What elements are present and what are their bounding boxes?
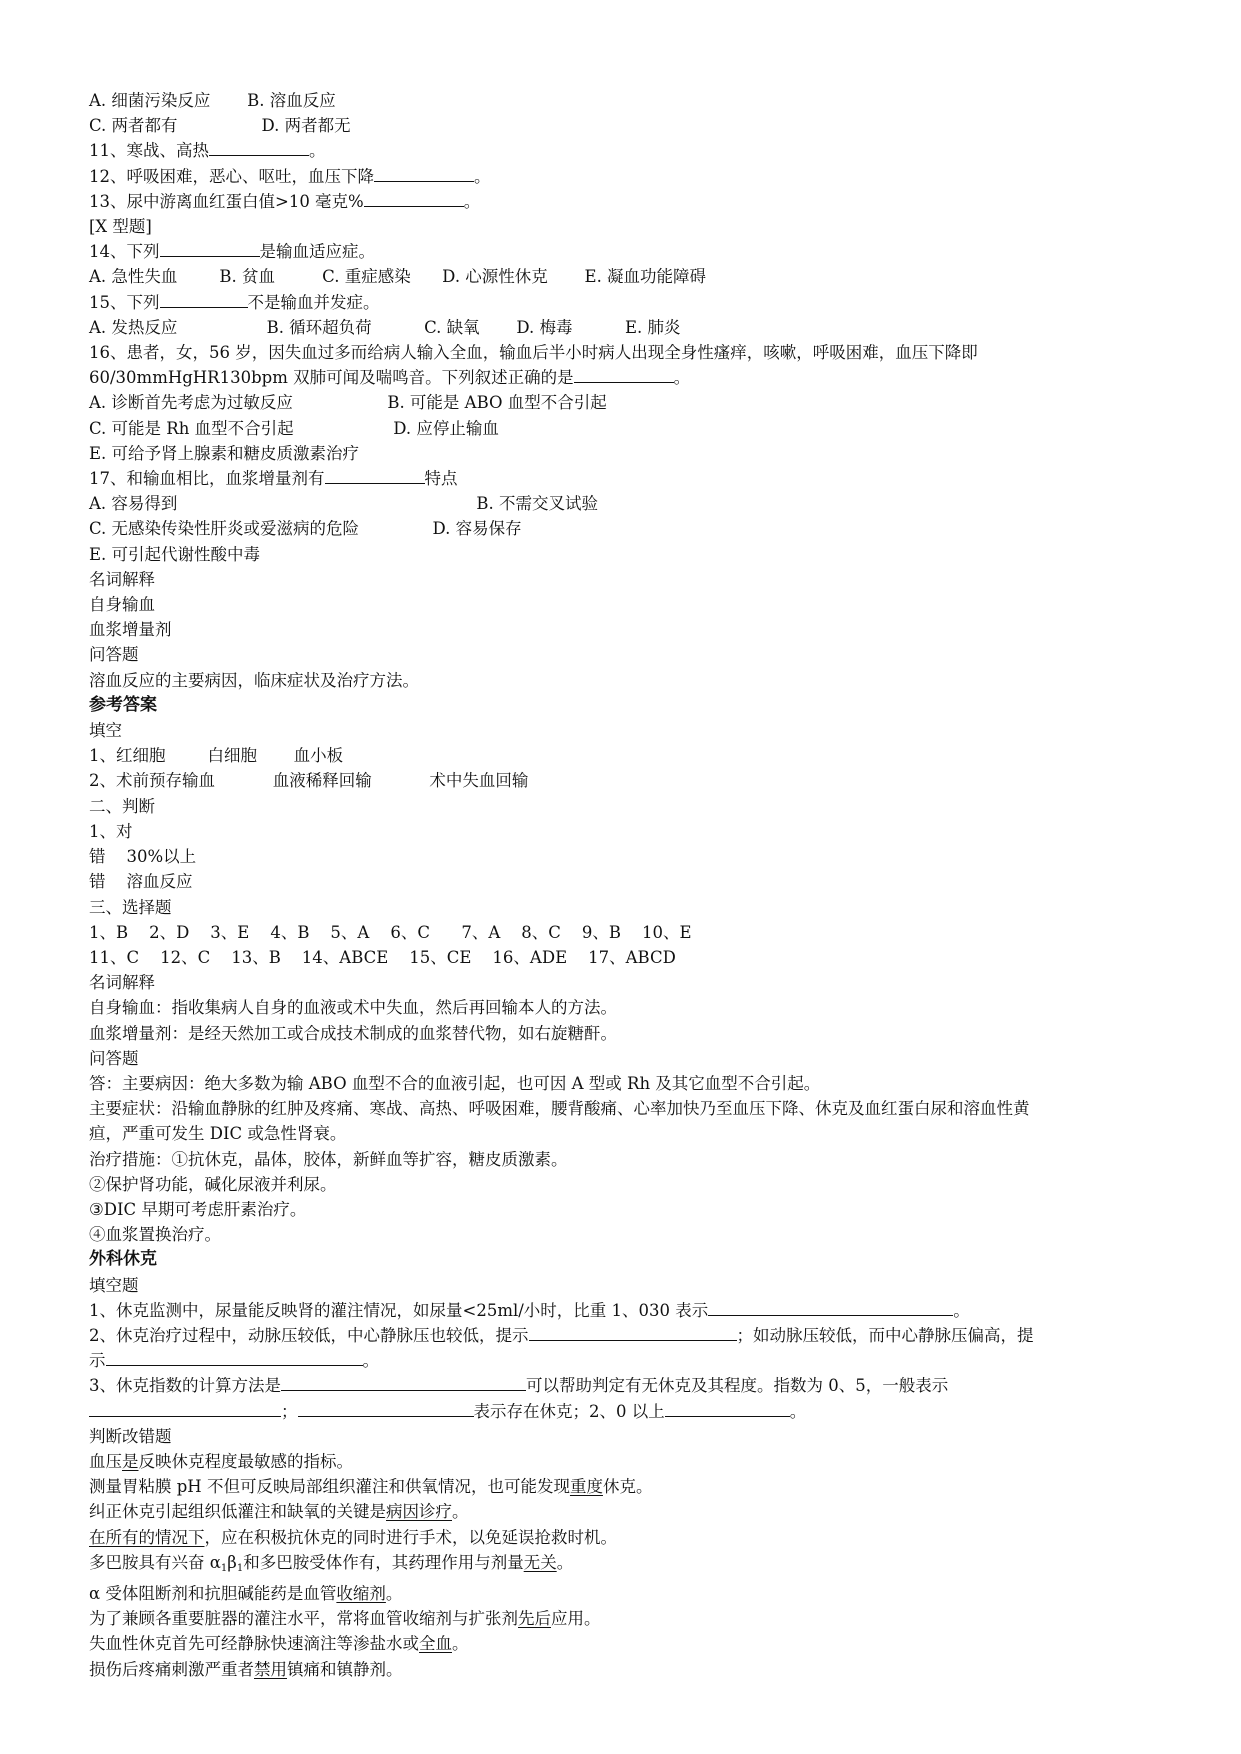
text-segment: 。 xyxy=(452,1634,469,1654)
text-segment: ； xyxy=(281,1401,298,1421)
text-segment: 损伤后疼痛刺激严重者 xyxy=(89,1659,254,1679)
text-segment: 溶血反应的主要病因，临床症状及治疗方法。 xyxy=(89,670,419,690)
text-segment: 13、尿中游离血红蛋白值>10 毫克% xyxy=(89,191,364,211)
text-segment: 错 30%以上 xyxy=(89,847,197,867)
text-segment: 14、下列 xyxy=(89,242,160,262)
text-segment: 答：主要病因：绝大多数为输 ABO 血型不合的血液引起，也可因 A 型或 Rh 及其它血型不合引起。 xyxy=(89,1073,821,1093)
text-segment: 12、呼吸困难，恶心、呕吐，血压下降 xyxy=(89,166,374,186)
underlined-term: 无关 xyxy=(523,1552,557,1572)
text-segment: 和多巴胺受体作有，其药理作用与剂量 xyxy=(243,1552,524,1572)
text-segment: 多巴胺具有兴奋 α xyxy=(89,1552,221,1572)
text-segment: 2、休克治疗过程中，动脉压较低，中心静脉压也较低，提示 xyxy=(89,1325,529,1345)
text-line xyxy=(89,592,1161,617)
text-segment: C. 无感染传染性肝炎或爱滋病的危险 D. 容易保存 xyxy=(89,519,522,539)
answer-blank xyxy=(374,164,474,182)
text-segment: ④血浆置换治疗。 xyxy=(89,1225,221,1245)
text-line xyxy=(89,920,1161,945)
text-line xyxy=(89,642,1161,667)
text-segment: 。 xyxy=(385,1583,403,1603)
text-line xyxy=(89,1197,1161,1222)
text-segment: 可以帮助判定有无休克及其程度。指数为 0、5，一般表示 xyxy=(526,1376,949,1396)
text-segment: 二、判断 xyxy=(89,796,155,816)
text-segment: 判断改错题 xyxy=(89,1426,172,1446)
text-line xyxy=(89,1424,1161,1449)
text-segment: ②保护肾功能，碱化尿液并利尿。 xyxy=(89,1174,337,1194)
text-segment: 示 xyxy=(89,1351,106,1371)
text-segment: α 受体阻断剂和抗胆碱能药是血管 xyxy=(89,1583,337,1603)
text-line xyxy=(89,1373,1161,1398)
text-segment: 2、术前预存输血 血液稀释回输 术中失血回输 xyxy=(89,771,529,791)
answer-blank xyxy=(325,466,425,484)
text-segment: 特点 xyxy=(424,469,458,489)
text-line xyxy=(89,945,1161,970)
text-segment: A. 细菌污染反应 B. 溶血反应 xyxy=(89,91,336,110)
text-line xyxy=(89,239,1161,264)
text-line xyxy=(89,617,1161,642)
subscript: 1 xyxy=(220,1562,228,1574)
text-segment: 疸，严重可发生 DIC 或急性肾衰。 xyxy=(89,1124,347,1144)
text-segment: 。 xyxy=(673,368,691,388)
text-line xyxy=(89,189,1161,214)
text-segment: 是输血适应症。 xyxy=(259,242,375,262)
section-heading xyxy=(89,1247,1161,1272)
text-line xyxy=(89,491,1161,516)
text-segment: 15、下列 xyxy=(89,292,160,312)
answer-blank xyxy=(529,1323,737,1341)
text-segment: 应用。 xyxy=(551,1609,601,1629)
text-line xyxy=(89,1657,1161,1682)
text-segment: β xyxy=(227,1552,237,1572)
text-line xyxy=(89,290,1161,315)
text-segment: 纠正休克引起组织低灌注和缺氧的关键是 xyxy=(89,1502,386,1522)
text-line xyxy=(89,542,1161,567)
text-line xyxy=(89,895,1161,920)
text-segment: C. 可能是 Rh 血型不合引起 D. 应停止输血 xyxy=(89,418,499,438)
text-line xyxy=(89,768,1161,793)
text-segment: 1、休克监测中，尿量能反映肾的灌注情况，如尿量<25ml/小时，比重 1、030 表示 xyxy=(89,1300,709,1320)
text-line xyxy=(89,1631,1161,1656)
text-segment: 1、对 xyxy=(89,821,133,841)
text-line xyxy=(89,1273,1161,1298)
text-segment: 反映休克程度最敏感的指标。 xyxy=(138,1451,353,1471)
text-line xyxy=(89,88,1161,113)
text-line xyxy=(89,113,1161,138)
text-segment: 。 xyxy=(362,1351,379,1371)
text-segment: C. 两者都有 D. 两者都无 xyxy=(89,116,351,136)
text-segment: E. 可引起代谢性酸中毒 xyxy=(89,544,261,564)
text-line xyxy=(89,1323,1161,1348)
text-line xyxy=(89,1096,1161,1121)
text-segment: 外科休克 xyxy=(89,1249,157,1270)
text-line xyxy=(89,869,1161,894)
underlined-term: 全血 xyxy=(419,1634,452,1654)
underlined-term: 禁用 xyxy=(254,1659,287,1679)
text-segment: A. 容易得到 B. 不需交叉试验 xyxy=(89,494,598,514)
text-segment: 参考答案 xyxy=(89,694,157,715)
text-segment: 自身输血：指收集病人自身的血液或术中失血，然后再回输本人的方法。 xyxy=(89,998,617,1018)
text-line xyxy=(89,794,1161,819)
text-segment: 名词解释 xyxy=(89,569,155,589)
underlined-term: 收缩剂 xyxy=(336,1583,386,1603)
text-segment: 。 xyxy=(474,166,491,186)
text-line xyxy=(89,970,1161,995)
answer-blank xyxy=(106,1348,363,1366)
text-segment: 1、红细胞 白细胞 血小板 xyxy=(89,746,344,766)
text-segment: 。 xyxy=(789,1401,807,1421)
text-segment: [X 型题] xyxy=(89,217,152,237)
text-line xyxy=(89,1606,1161,1631)
answer-blank xyxy=(574,365,674,383)
text-segment: 。 xyxy=(953,1300,970,1320)
underlined-term: 重度 xyxy=(569,1477,603,1497)
text-line xyxy=(89,1399,1161,1424)
document-body xyxy=(89,88,1161,1682)
text-line xyxy=(89,1172,1161,1197)
text-line xyxy=(89,1121,1161,1146)
text-line xyxy=(89,1021,1161,1046)
text-line xyxy=(89,1550,1161,1581)
text-line xyxy=(89,315,1161,340)
text-segment: 17、和输血相比，血浆增量剂有 xyxy=(89,469,325,489)
text-line xyxy=(89,1449,1161,1474)
subscript: 1 xyxy=(236,1562,244,1574)
text-line xyxy=(89,390,1161,415)
text-line xyxy=(89,995,1161,1020)
text-segment: 失血性休克首先可经静脉快速滴注等渗盐水或 xyxy=(89,1634,419,1654)
text-segment: 为了兼顾各重要脏器的灌注水平，常将血管收缩剂与扩张剂 xyxy=(89,1609,518,1629)
answer-blank xyxy=(209,138,309,156)
text-line xyxy=(89,340,1161,365)
text-line xyxy=(89,516,1161,541)
text-segment: A. 诊断首先考虑为过敏反应 B. 可能是 ABO 血型不合引起 xyxy=(89,393,607,413)
text-segment: E. 可给予肾上腺素和糖皮质激素治疗 xyxy=(89,443,360,463)
text-segment: A. 发热反应 B. 循环超负荷 C. 缺氧 D. 梅毒 E. 肺炎 xyxy=(89,317,681,337)
answer-blank xyxy=(298,1399,474,1417)
text-segment: 11、寒战、高热 xyxy=(89,141,209,161)
text-segment: 休克。 xyxy=(602,1477,653,1497)
text-segment: 不是输血并发症。 xyxy=(247,292,380,312)
text-segment: 血浆增量剂 xyxy=(89,620,172,640)
text-line xyxy=(89,1499,1161,1524)
text-line xyxy=(89,1298,1161,1323)
text-segment: 血压 xyxy=(89,1451,122,1471)
text-line xyxy=(89,466,1161,491)
text-segment: 名词解释 xyxy=(89,973,155,993)
text-segment: 3、休克指数的计算方法是 xyxy=(89,1376,281,1396)
underlined-term: 在所有的情况下 xyxy=(89,1527,205,1547)
text-line xyxy=(89,441,1161,466)
answer-blank xyxy=(89,1399,281,1417)
answer-blank xyxy=(665,1399,790,1417)
text-line xyxy=(89,138,1161,163)
text-segment: 16、患者，女，56 岁，因失血过多而给病人输入全血，输血后半小时病人出现全身性瘙痒，咳嗽，呼吸困难，血压下降即 xyxy=(89,343,978,363)
text-segment: 三、选择题 xyxy=(89,897,172,917)
text-segment: 11、C 12、C 13、B 14、ABCE 15、CE 16、ADE 17、ABCD xyxy=(89,947,676,967)
answer-blank xyxy=(281,1373,526,1391)
text-segment: 60/30mmHgHR130bpm 双肺可闻及喘鸣音。下列叙述正确的是 xyxy=(89,368,574,388)
text-segment: 。 xyxy=(463,191,481,211)
text-line xyxy=(89,264,1161,289)
text-segment: 填空 xyxy=(89,721,122,741)
text-line xyxy=(89,1525,1161,1550)
text-segment: 错 溶血反应 xyxy=(89,872,193,892)
text-segment: ；如动脉压较低，而中心静脉压偏高，提 xyxy=(736,1325,1034,1345)
text-segment: 测量胃粘膜 pH 不但可反映局部组织灌注和供氧情况，也可能发现 xyxy=(89,1477,570,1497)
text-line xyxy=(89,1348,1161,1373)
text-segment: ，应在积极抗休克的同时进行手术，以免延误抢救时机。 xyxy=(204,1527,617,1547)
text-line xyxy=(89,214,1161,239)
text-segment: ③DIC 早期可考虑肝素治疗。 xyxy=(89,1199,307,1219)
answer-blank xyxy=(364,189,464,207)
text-line xyxy=(89,164,1161,189)
text-segment: 主要症状：沿输血静脉的红肿及疼痛、寒战、高热、呼吸困难，腰背酸痛、心率加快乃至血压下降、休克及血红蛋白尿和溶血性黄 xyxy=(89,1099,1030,1119)
text-segment: 问答题 xyxy=(89,645,139,665)
text-line xyxy=(89,1222,1161,1247)
text-line xyxy=(89,668,1161,693)
text-segment: 。 xyxy=(452,1502,469,1522)
section-heading xyxy=(89,693,1161,718)
text-segment: 。 xyxy=(309,141,326,161)
underlined-term: 是 xyxy=(122,1451,139,1471)
text-line xyxy=(89,718,1161,743)
text-line xyxy=(89,1581,1161,1606)
text-segment: 血浆增量剂：是经天然加工或合成技术制成的血浆替代物，如右旋糖酐。 xyxy=(89,1023,617,1043)
text-segment: 。 xyxy=(556,1552,574,1572)
text-segment: 问答题 xyxy=(89,1048,139,1068)
text-line xyxy=(89,567,1161,592)
text-segment: 表示存在休克；2、0 以上 xyxy=(473,1401,665,1421)
text-line xyxy=(89,1474,1161,1499)
text-line xyxy=(89,416,1161,441)
text-line xyxy=(89,1046,1161,1071)
text-segment: 镇痛和镇静剂。 xyxy=(287,1659,403,1679)
text-line xyxy=(89,1147,1161,1172)
underlined-term: 病因诊疗 xyxy=(386,1502,452,1522)
text-segment: 填空题 xyxy=(89,1275,139,1295)
text-line xyxy=(89,819,1161,844)
text-line xyxy=(89,365,1161,390)
text-segment: 自身输血 xyxy=(89,595,155,615)
text-line xyxy=(89,1071,1161,1096)
text-segment: 1、B 2、D 3、E 4、B 5、A 6、C 7、A 8、C 9、B 10、E xyxy=(89,922,692,942)
text-segment: 治疗措施：①抗休克，晶体，胶体，新鲜血等扩容，糖皮质激素。 xyxy=(89,1149,568,1169)
answer-blank xyxy=(708,1298,953,1316)
text-segment: A. 急性失血 B. 贫血 C. 重症感染 D. 心源性休克 E. 凝血功能障碍 xyxy=(89,267,707,287)
underlined-term: 先后 xyxy=(518,1609,551,1629)
answer-blank xyxy=(160,239,260,257)
text-line xyxy=(89,743,1161,768)
answer-blank xyxy=(160,290,248,308)
text-line xyxy=(89,844,1161,869)
